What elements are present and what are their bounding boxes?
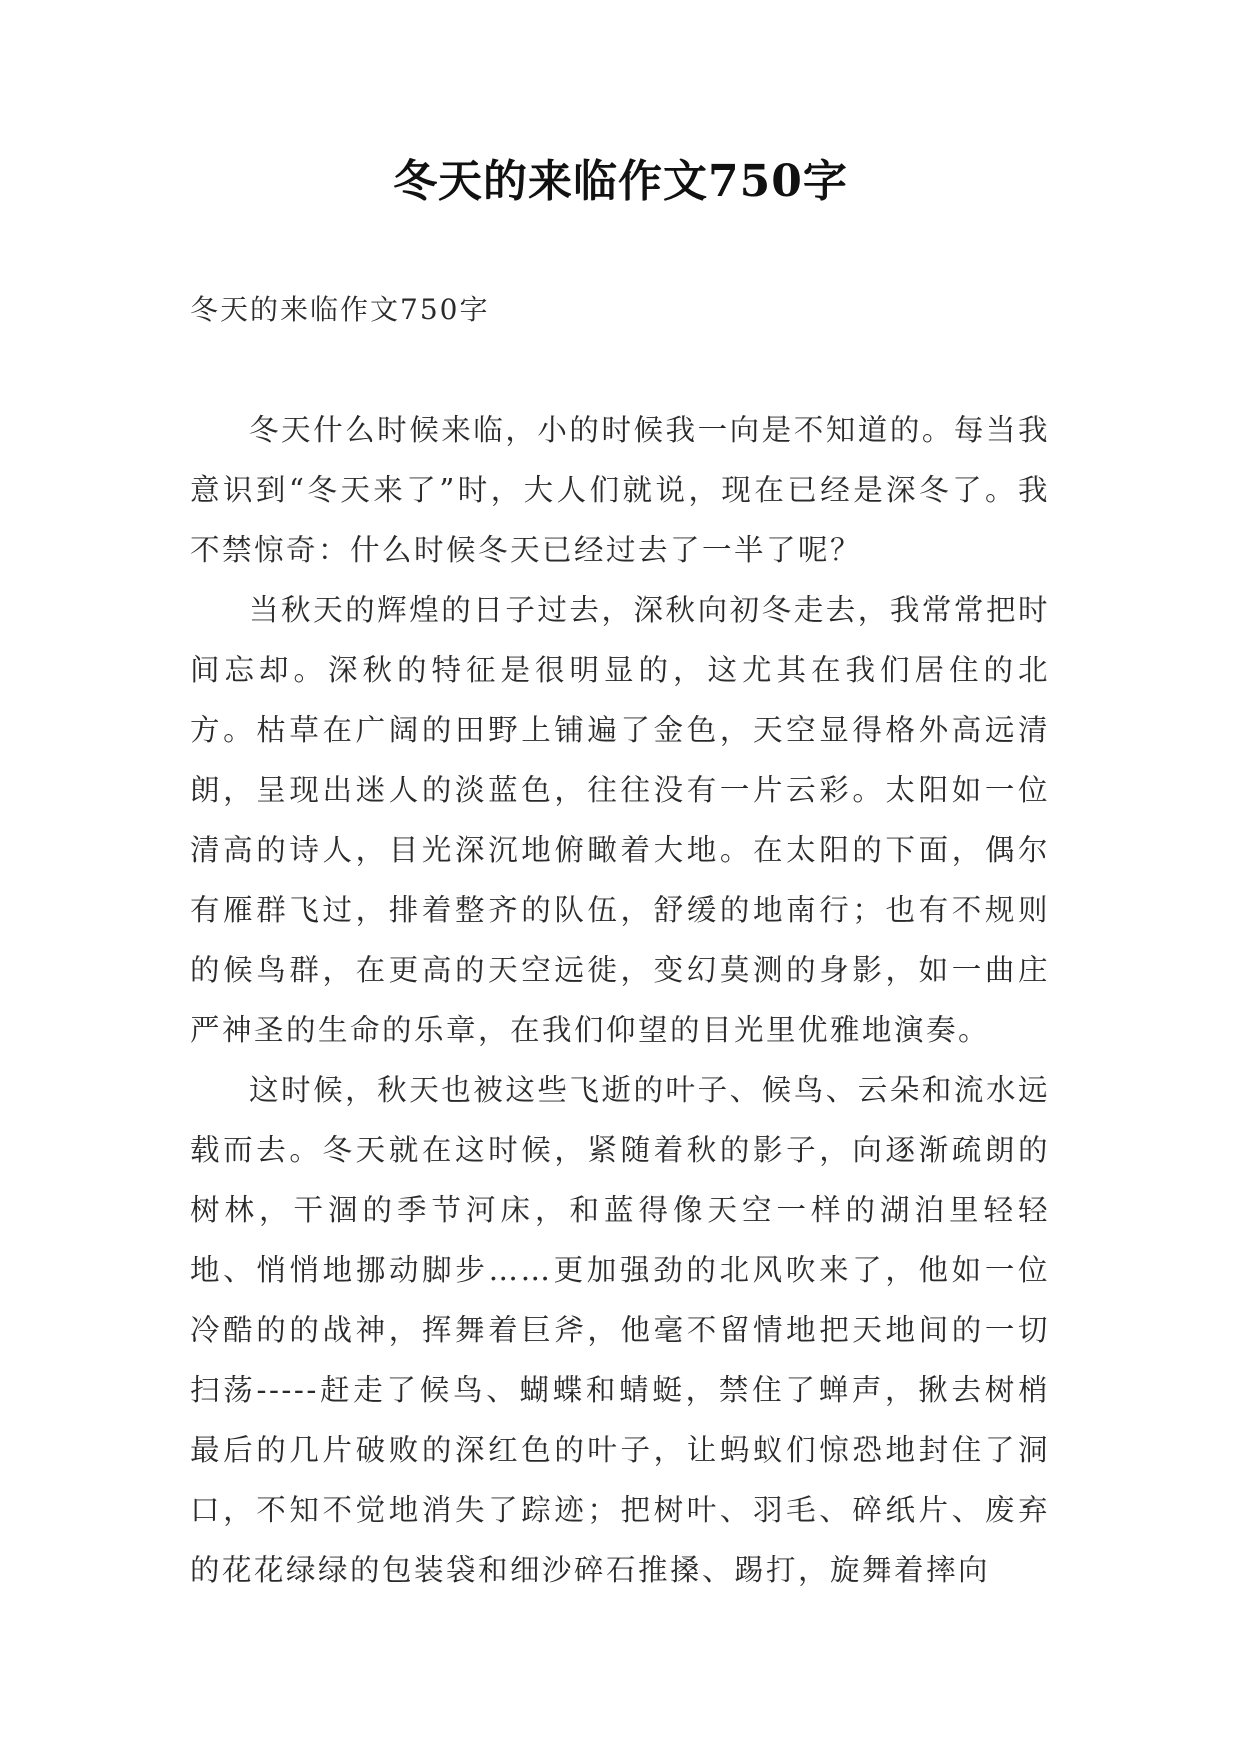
document-title: 冬天的来临作文750字 [393,156,848,207]
document-body [190,400,1050,1600]
paragraph-2: 当秋天的辉煌的日子过去，深秋向初冬走去，我常常把时间忘却。深秋的特征是很明显的，这尤其在我们居住的北方。枯草在广阔的田野上铺遍了金色，天空显得格外高远清朗，呈现出迷人的淡蓝色，往往没有一片云彩。太阳如一位清高的诗人，目光深沉地俯瞰着大地。在太阳的下面，偶尔有雁群飞过，排着整齐的队伍，舒缓的地南行；也有不规则的候鸟群，在更高的天空远徙，变幻莫测的身影，如一曲庄严神圣的生命的乐章，在我们仰望的目光里优雅地演奏。 [190,593,1050,1047]
paragraph-3: 这时候，秋天也被这些飞逝的叶子、候鸟、云朵和流水远载而去。冬天就在这时候，紧随着秋的影子，向逐渐疏朗的树林，干涸的季节河床，和蓝得像天空一样的湖泊里轻轻地、悄悄地挪动脚步……更加强劲的北风吹来了，他如一位冷酷的的战神，挥舞着巨斧，他毫不留情地把天地间的一切扫荡-----赶走了候鸟、蝴蝶和蜻蜓，禁住了蝉声，揪去树梢最后的几片破败的深红色的叶子，让蚂蚁们惊恐地封住了洞口，不知不觉地消失了踪迹；把树叶、羽毛、碎纸片、废弃的花花绿绿的包装袋和细沙碎石推搡、踢打，旋舞着摔向 [190,1073,1050,1587]
paragraph-1: 冬天什么时候来临，小的时候我一向是不知道的。每当我意识到“冬天来了”时，大人们就说，现在已经是深冬了。我不禁惊奇：什么时候冬天已经过去了一半了呢？ [190,413,1050,567]
document-subtitle: 冬天的来临作文750字 [190,293,490,326]
